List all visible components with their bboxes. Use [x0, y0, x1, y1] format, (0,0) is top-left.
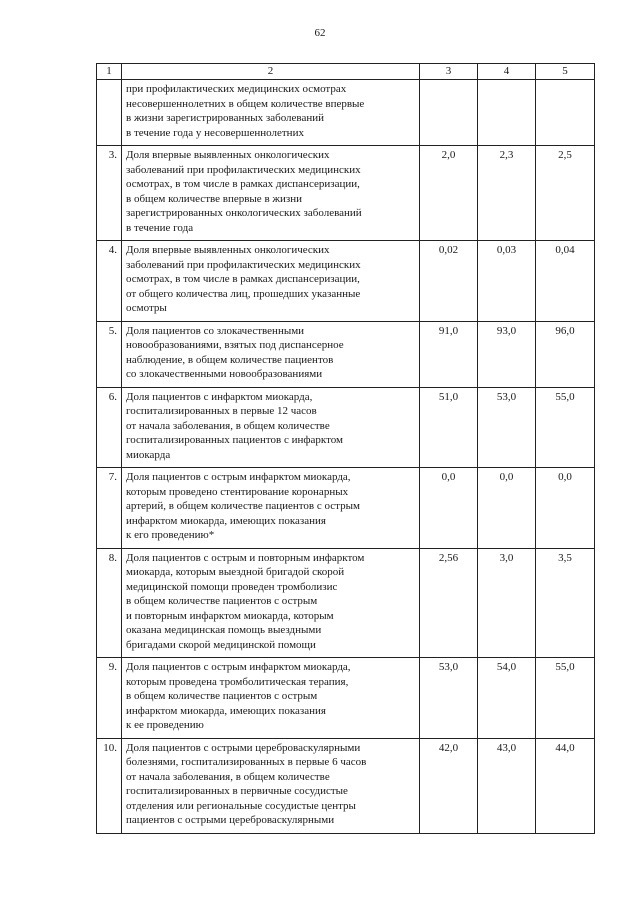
indicator-name: Доля пациентов с острыми цереброваскулярными болезнями, госпитализированных в первые 6 часов от начала заболевания, в общем количестве госпитализированных в первичные сосудистые отделения или региональные сосудистые центры пациентов с острыми цереброваскулярными — [122, 738, 420, 833]
value-col-5: 2,5 — [536, 146, 595, 241]
indicator-name: Доля пациентов со злокачественными новообразованиями, взятых под диспансерное наблюдение, в общем количестве пациентов со злокачественными новообразованиями — [122, 321, 420, 387]
value-col-5: 0,04 — [536, 241, 595, 322]
table-row — [97, 468, 595, 549]
table-row — [97, 80, 595, 146]
value-col-5: 55,0 — [536, 658, 595, 739]
indicator-name: Доля впервые выявленных онкологических заболеваний при профилактических медицинских осмотрах, в том числе в рамках диспансеризации, от общего количества лиц, прошедших указанные осмотры — [122, 241, 420, 322]
value-col-4: 93,0 — [478, 321, 536, 387]
value-col-3: 0,02 — [420, 241, 478, 322]
indicator-name: Доля впервые выявленных онкологических заболеваний при профилактических медицинских осмотрах, в том числе в рамках диспансеризации, в общем количестве впервые в жизни зарегистрированных онкологических заболеваний в течение года — [122, 146, 420, 241]
header-cell-4: 4 — [478, 64, 536, 80]
header-row — [97, 64, 595, 80]
row-number: 5. — [97, 321, 122, 387]
indicator-name: Доля пациентов с инфарктом миокарда, госпитализированных в первые 12 часов от начала заболевания, в общем количестве госпитализированных пациентов с инфарктом миокарда — [122, 387, 420, 468]
value-col-3 — [420, 80, 478, 146]
value-col-5 — [536, 80, 595, 146]
value-col-4: 53,0 — [478, 387, 536, 468]
row-number: 7. — [97, 468, 122, 549]
table-row — [97, 738, 595, 833]
row-number: 9. — [97, 658, 122, 739]
indicators-table — [96, 63, 595, 834]
indicator-name: Доля пациентов с острым и повторным инфарктом миокарда, которым выездной бригадой скорой медицинской помощи проведен тромболизис в общем количестве пациентов с острым и повторным инфарктом миокарда, которым оказана медицинская помощь выездными бригадами скорой медицинской помощи — [122, 548, 420, 658]
table-row — [97, 241, 595, 322]
value-col-3: 0,0 — [420, 468, 478, 549]
value-col-3: 2,56 — [420, 548, 478, 658]
value-col-3: 42,0 — [420, 738, 478, 833]
table-row — [97, 146, 595, 241]
value-col-4 — [478, 80, 536, 146]
page-number: 62 — [314, 27, 326, 39]
row-number: 8. — [97, 548, 122, 658]
value-col-4: 3,0 — [478, 548, 536, 658]
value-col-3: 53,0 — [420, 658, 478, 739]
value-col-4: 43,0 — [478, 738, 536, 833]
value-col-5: 44,0 — [536, 738, 595, 833]
value-col-4: 0,0 — [478, 468, 536, 549]
value-col-4: 54,0 — [478, 658, 536, 739]
indicator-name: при профилактических медицинских осмотрах несовершеннолетних в общем количестве впервые в жизни зарегистрированных заболеваний в течение года у несовершеннолетних — [122, 80, 420, 146]
value-col-3: 51,0 — [420, 387, 478, 468]
value-col-5: 3,5 — [536, 548, 595, 658]
table-row — [97, 658, 595, 739]
value-col-3: 91,0 — [420, 321, 478, 387]
table-row — [97, 387, 595, 468]
value-col-5: 0,0 — [536, 468, 595, 549]
row-number: 10. — [97, 738, 122, 833]
value-col-4: 2,3 — [478, 146, 536, 241]
indicator-name: Доля пациентов с острым инфарктом миокарда, которым проведена тромболитическая терапия, в общем количестве пациентов с острым инфарктом миокарда, имеющих показания к ее проведению — [122, 658, 420, 739]
header-cell-5: 5 — [536, 64, 595, 80]
row-number: 6. — [97, 387, 122, 468]
value-col-3: 2,0 — [420, 146, 478, 241]
header-cell-2: 2 — [122, 64, 420, 80]
table-body — [97, 80, 595, 834]
header-cell-3: 3 — [420, 64, 478, 80]
row-number: 3. — [97, 146, 122, 241]
row-number — [97, 80, 122, 146]
value-col-4: 0,03 — [478, 241, 536, 322]
table-row — [97, 548, 595, 658]
header-cell-1: 1 — [97, 64, 122, 80]
value-col-5: 96,0 — [536, 321, 595, 387]
table-row — [97, 321, 595, 387]
value-col-5: 55,0 — [536, 387, 595, 468]
row-number: 4. — [97, 241, 122, 322]
indicator-name: Доля пациентов с острым инфарктом миокарда, которым проведено стентирование коронарных артерий, в общем количестве пациентов с острым инфарктом миокарда, имеющих показания к его проведению* — [122, 468, 420, 549]
